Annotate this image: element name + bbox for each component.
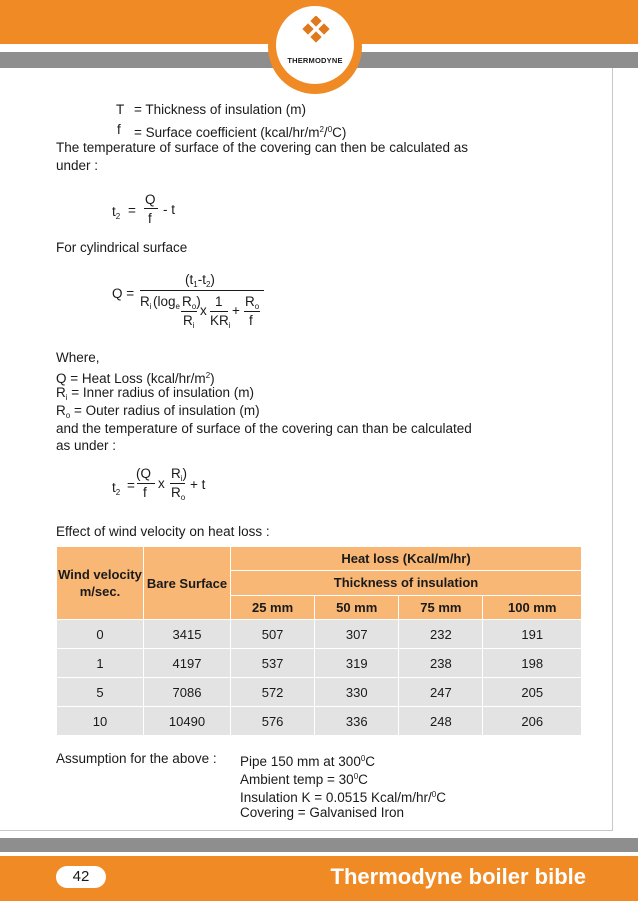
cell: 307 — [315, 620, 399, 649]
table-row — [57, 649, 582, 678]
cell: 198 — [483, 649, 582, 678]
cell: 319 — [315, 649, 399, 678]
f2-KR: $KR_i$ — [210, 313, 231, 330]
f2-numerator: $(t_1-t_2)$ — [185, 272, 215, 289]
f1-eq: = — [128, 203, 136, 218]
cell: 1 — [57, 649, 144, 678]
cell: 7086 — [144, 678, 231, 707]
cell: 10490 — [144, 707, 231, 736]
footer-title: Thermodyne boiler bible — [330, 864, 586, 889]
cell: 0 — [57, 620, 144, 649]
cell: 10 — [57, 707, 144, 736]
cell: 191 — [483, 620, 582, 649]
assumption-pipe: Pipe 150 mm at $300^0C$ — [240, 754, 376, 769]
page-number: 42 — [56, 866, 106, 888]
col-bare-surface: Bare Surface — [144, 547, 231, 620]
where-label: Where, — [56, 350, 100, 365]
cell: 4197 — [144, 649, 231, 678]
f2-log-frac-line — [181, 311, 197, 312]
assumption-insulation: Insulation K = 0.0515 Kcal/m/hr/$^0$C — [240, 790, 446, 805]
where-q: Q = Heat Loss $(kcal/hr/m^2)$ — [56, 371, 215, 386]
f1-rest: - t — [163, 202, 175, 217]
cell: 205 — [483, 678, 582, 707]
col-75mm: 75 mm — [399, 595, 483, 619]
where-and-line-2: as under : — [56, 438, 117, 453]
wind-label: Effect of wind velocity on heat loss : — [56, 524, 270, 539]
col-100mm: 100 mm — [483, 595, 582, 619]
f3-rest: + t — [190, 477, 206, 492]
col-25mm: 25 mm — [231, 595, 315, 619]
assumption-ambient: Ambient temp = $30^0C$ — [240, 772, 368, 787]
f2-k-frac-line — [210, 311, 228, 312]
cell: 507 — [231, 620, 315, 649]
logo-text: THERMODYNE — [287, 56, 343, 65]
cell: 232 — [399, 620, 483, 649]
f3-frac-line-a — [137, 483, 155, 484]
f2-plus: + — [232, 303, 240, 318]
table-row — [57, 678, 582, 707]
f2-Ri-den: $R_i$ — [183, 313, 195, 330]
assumption-label: Assumption for the above : — [56, 751, 217, 766]
cell: 537 — [231, 649, 315, 678]
f2-Ro3: $R_o$ — [245, 294, 260, 311]
col-heat-loss: Heat loss (Kcal/m/hr) — [231, 547, 582, 571]
cell: 572 — [231, 678, 315, 707]
def-f-text: = Surface coefficient $(kcal/hr/m^2/^0C)$ — [134, 125, 347, 140]
f3-t: $t_2$ — [112, 480, 121, 497]
f2-x: x — [200, 303, 207, 318]
cell: 576 — [231, 707, 315, 736]
footer-grey-band — [0, 838, 638, 852]
table-row — [57, 620, 582, 649]
f1-den: f — [148, 211, 152, 226]
where-and-line-1: and the temperature of surface of the covering can than be calculated — [56, 421, 472, 436]
cell: 3415 — [144, 620, 231, 649]
f2-log: ($\log_e$ — [153, 294, 180, 311]
def-T-symbol: T — [116, 102, 125, 117]
table-row — [57, 707, 582, 736]
def-T-text: = Thickness of insulation (m) — [134, 102, 306, 117]
f3-num-b: $R_i$) — [171, 466, 188, 483]
f2-f-frac-line — [244, 311, 260, 312]
cylindrical-label: For cylindrical surface — [56, 240, 188, 255]
cell: 238 — [399, 649, 483, 678]
intro-line-2: under : — [56, 158, 99, 173]
heat-loss-table — [56, 546, 582, 736]
f1-frac-line — [144, 208, 158, 209]
f3-den-b: $R_o$ — [171, 485, 186, 502]
f3-eq: = — [127, 478, 135, 493]
f1-num: Q — [145, 192, 156, 207]
f3-frac-line-b — [170, 483, 185, 484]
cell: 248 — [399, 707, 483, 736]
thermodyne-logo-icon — [300, 16, 332, 52]
f2-Q: Q = — [112, 286, 135, 301]
cell: 247 — [399, 678, 483, 707]
f3-num-a: (Q — [136, 466, 151, 481]
assumption-covering: Covering = Galvanised Iron — [240, 805, 404, 820]
col-wind-velocity: Wind velocity m/sec. — [57, 547, 144, 620]
where-ri: $R_i$ = Inner radius of insulation (m) — [56, 385, 255, 402]
f3-x: x — [158, 476, 165, 491]
f1-t: $t_2$ — [112, 204, 121, 221]
f2-Ri: $R_i$ — [140, 294, 152, 311]
f2-main-frac-line — [140, 290, 264, 291]
cell: 5 — [57, 678, 144, 707]
f3-den-a: f — [143, 485, 147, 500]
cell: 206 — [483, 707, 582, 736]
where-ro: $R_o$ = Outer radius of insulation (m) — [56, 403, 260, 420]
f2-one: 1 — [215, 294, 223, 309]
f2-f: f — [249, 313, 253, 328]
f2-Ro: $R_o$) — [182, 294, 201, 311]
cell: 336 — [315, 707, 399, 736]
col-50mm: 50 mm — [315, 595, 399, 619]
def-f-symbol: f — [117, 122, 121, 137]
col-thickness: Thickness of insulation — [231, 571, 582, 595]
intro-line-1: The temperature of surface of the covering can then be calculated as — [56, 140, 468, 155]
cell: 330 — [315, 678, 399, 707]
